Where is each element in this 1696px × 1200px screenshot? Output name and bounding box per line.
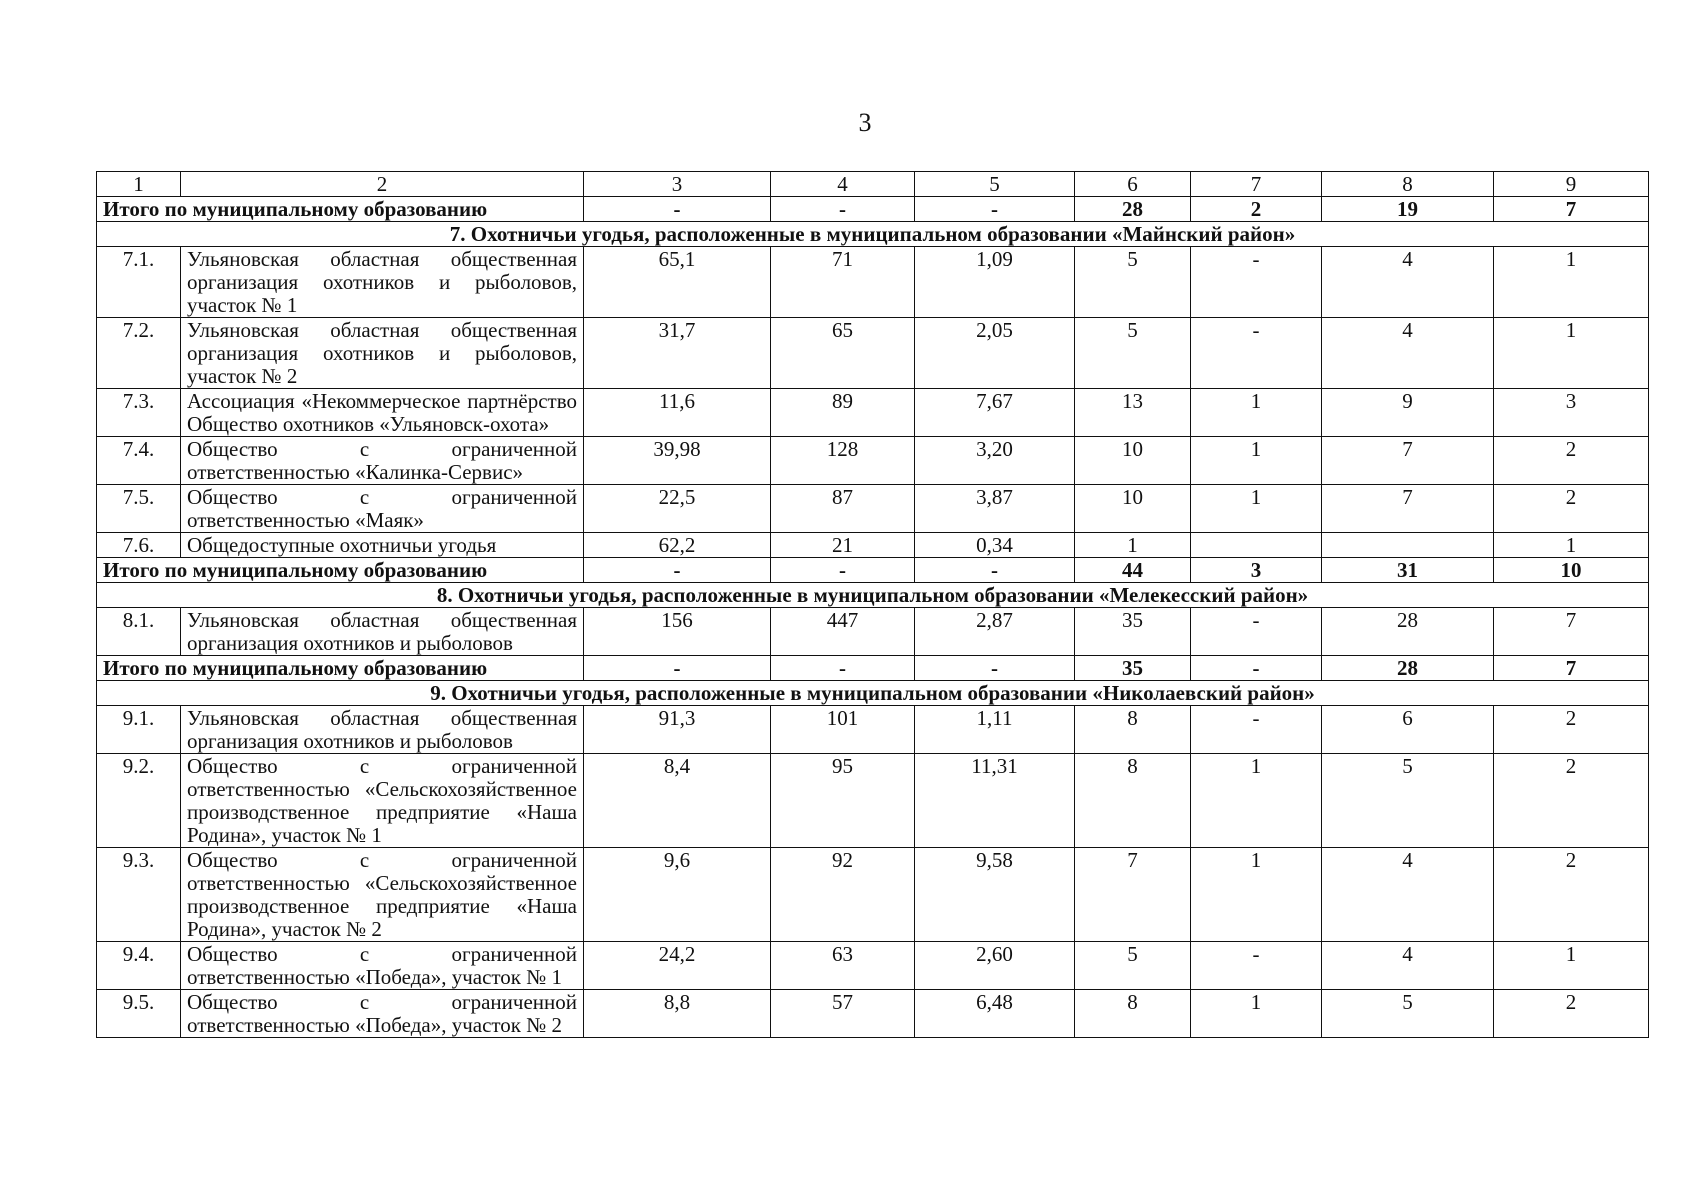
total-row: [97, 558, 1649, 583]
value-cell: 6: [1322, 706, 1494, 754]
value-cell: 10: [1075, 437, 1191, 485]
value-cell: 2: [1494, 848, 1649, 942]
total-value-cell: 3: [1191, 558, 1322, 583]
organization-name: Общество с ограниченной ответственностью «Сельскохозяйственное производственное предприятие «Наша Родина», участок № 2: [181, 848, 584, 942]
organization-name: Общество с ограниченной ответственностью «Калинка-Сервис»: [181, 437, 584, 485]
page-number: 3: [858, 108, 872, 137]
value-cell: 6,48: [915, 990, 1075, 1038]
table-row: [97, 990, 1649, 1038]
section-header-row: [97, 222, 1649, 247]
total-value-cell: 28: [1075, 197, 1191, 222]
total-value-cell: -: [915, 558, 1075, 583]
row-number: 9.3.: [97, 848, 181, 942]
value-cell: 1: [1494, 942, 1649, 990]
total-value-cell: 44: [1075, 558, 1191, 583]
total-label: Итого по муниципальному образованию: [97, 656, 584, 681]
value-cell: -: [1191, 706, 1322, 754]
value-cell: 35: [1075, 608, 1191, 656]
table-row: [97, 608, 1649, 656]
value-cell: 2,05: [915, 318, 1075, 389]
column-number: 7: [1191, 172, 1322, 197]
column-number: 2: [181, 172, 584, 197]
value-cell: 8,4: [584, 754, 771, 848]
value-cell: 9: [1322, 389, 1494, 437]
value-cell: 2: [1494, 437, 1649, 485]
total-value-cell: -: [584, 656, 771, 681]
value-cell: -: [1191, 318, 1322, 389]
organization-name: Общество с ограниченной ответственностью «Победа», участок № 2: [181, 990, 584, 1038]
value-cell: 11,6: [584, 389, 771, 437]
value-cell: 1: [1191, 754, 1322, 848]
value-cell: 3,20: [915, 437, 1075, 485]
table-row: [97, 942, 1649, 990]
value-cell: 65: [771, 318, 915, 389]
value-cell: 5: [1075, 247, 1191, 318]
total-value-cell: -: [771, 558, 915, 583]
total-value-cell: 31: [1322, 558, 1494, 583]
total-value-cell: 35: [1075, 656, 1191, 681]
row-number: 9.2.: [97, 754, 181, 848]
value-cell: 7: [1322, 485, 1494, 533]
total-value-cell: 10: [1494, 558, 1649, 583]
value-cell: 4: [1322, 942, 1494, 990]
table-row: [97, 247, 1649, 318]
value-cell: 92: [771, 848, 915, 942]
value-cell: 128: [771, 437, 915, 485]
row-number: 8.1.: [97, 608, 181, 656]
value-cell: 28: [1322, 608, 1494, 656]
value-cell: 8,8: [584, 990, 771, 1038]
value-cell: 101: [771, 706, 915, 754]
total-value-cell: -: [1191, 656, 1322, 681]
value-cell: 7: [1494, 608, 1649, 656]
total-value-cell: -: [584, 558, 771, 583]
value-cell: 1: [1075, 533, 1191, 558]
value-cell: 1: [1494, 533, 1649, 558]
organization-name: Ассоциация «Некоммерческое партнёрство Общество охотников «Ульяновск-охота»: [181, 389, 584, 437]
value-cell: 21: [771, 533, 915, 558]
value-cell: -: [1191, 247, 1322, 318]
total-value-cell: 7: [1494, 197, 1649, 222]
value-cell: 0,34: [915, 533, 1075, 558]
value-cell: 63: [771, 942, 915, 990]
row-number: 7.2.: [97, 318, 181, 389]
column-number: 8: [1322, 172, 1494, 197]
value-cell: 31,7: [584, 318, 771, 389]
column-number: 5: [915, 172, 1075, 197]
organization-name: Общество с ограниченной ответственностью «Маяк»: [181, 485, 584, 533]
organization-name: Ульяновская областная общественная организация охотников и рыболовов, участок № 2: [181, 318, 584, 389]
organization-name: Общедоступные охотничьи угодья: [181, 533, 584, 558]
value-cell: 22,5: [584, 485, 771, 533]
value-cell: 7: [1075, 848, 1191, 942]
value-cell: 156: [584, 608, 771, 656]
value-cell: 8: [1075, 754, 1191, 848]
table-row: [97, 485, 1649, 533]
row-number: 7.5.: [97, 485, 181, 533]
hunting-grounds-table: [96, 171, 1649, 1038]
value-cell: -: [1191, 608, 1322, 656]
total-value-cell: 28: [1322, 656, 1494, 681]
row-number: 7.3.: [97, 389, 181, 437]
total-value-cell: -: [915, 197, 1075, 222]
value-cell: 7: [1322, 437, 1494, 485]
organization-name: Ульяновская областная общественная организация охотников и рыболовов: [181, 706, 584, 754]
value-cell: 1: [1191, 437, 1322, 485]
value-cell: 9,6: [584, 848, 771, 942]
row-number: 7.4.: [97, 437, 181, 485]
column-number: 3: [584, 172, 771, 197]
total-label: Итого по муниципальному образованию: [97, 558, 584, 583]
value-cell: 447: [771, 608, 915, 656]
table-row: [97, 706, 1649, 754]
total-value-cell: 2: [1191, 197, 1322, 222]
row-number: 7.6.: [97, 533, 181, 558]
table-row: [97, 389, 1649, 437]
value-cell: 13: [1075, 389, 1191, 437]
value-cell: 89: [771, 389, 915, 437]
value-cell: 2: [1494, 754, 1649, 848]
value-cell: 1: [1494, 247, 1649, 318]
value-cell: 57: [771, 990, 915, 1038]
table-row: [97, 318, 1649, 389]
column-number: 6: [1075, 172, 1191, 197]
total-value-cell: 7: [1494, 656, 1649, 681]
column-number: 1: [97, 172, 181, 197]
value-cell: 5: [1075, 318, 1191, 389]
section-title: 8. Охотничьи угодья, расположенные в муниципальном образовании «Мелекесский район»: [97, 583, 1649, 608]
value-cell: 7,67: [915, 389, 1075, 437]
row-number: 9.1.: [97, 706, 181, 754]
table-body: [97, 172, 1649, 1038]
value-cell: 24,2: [584, 942, 771, 990]
value-cell: 1: [1494, 318, 1649, 389]
total-value-cell: -: [771, 197, 915, 222]
value-cell: 4: [1322, 318, 1494, 389]
section-header-row: [97, 583, 1649, 608]
value-cell: 11,31: [915, 754, 1075, 848]
value-cell: 5: [1322, 990, 1494, 1038]
value-cell: 87: [771, 485, 915, 533]
table-row: [97, 754, 1649, 848]
total-value-cell: -: [771, 656, 915, 681]
value-cell: 4: [1322, 247, 1494, 318]
table-row: [97, 437, 1649, 485]
value-cell: -: [1191, 942, 1322, 990]
value-cell: 5: [1322, 754, 1494, 848]
total-value-cell: -: [915, 656, 1075, 681]
value-cell: 2: [1494, 990, 1649, 1038]
column-number: 4: [771, 172, 915, 197]
organization-name: Общество с ограниченной ответственностью «Сельскохозяйственное производственное предприятие «Наша Родина», участок № 1: [181, 754, 584, 848]
total-row: [97, 197, 1649, 222]
table-row: [97, 848, 1649, 942]
value-cell: 1: [1191, 990, 1322, 1038]
total-label: Итого по муниципальному образованию: [97, 197, 584, 222]
value-cell: 2,87: [915, 608, 1075, 656]
value-cell: 95: [771, 754, 915, 848]
value-cell: 3: [1494, 389, 1649, 437]
value-cell: 5: [1075, 942, 1191, 990]
value-cell: [1322, 533, 1494, 558]
column-number: 9: [1494, 172, 1649, 197]
value-cell: [1191, 533, 1322, 558]
value-cell: 2,60: [915, 942, 1075, 990]
value-cell: 8: [1075, 990, 1191, 1038]
value-cell: 4: [1322, 848, 1494, 942]
section-title: 7. Охотничьи угодья, расположенные в муниципальном образовании «Майнский район»: [97, 222, 1649, 247]
organization-name: Ульяновская областная общественная организация охотников и рыболовов, участок № 1: [181, 247, 584, 318]
table-row: [97, 533, 1649, 558]
value-cell: 2: [1494, 706, 1649, 754]
value-cell: 1: [1191, 848, 1322, 942]
value-cell: 1: [1191, 485, 1322, 533]
value-cell: 10: [1075, 485, 1191, 533]
value-cell: 1: [1191, 389, 1322, 437]
value-cell: 71: [771, 247, 915, 318]
section-title: 9. Охотничьи угодья, расположенные в муниципальном образовании «Николаевский район»: [97, 681, 1649, 706]
value-cell: 3,87: [915, 485, 1075, 533]
value-cell: 1,11: [915, 706, 1075, 754]
value-cell: 1,09: [915, 247, 1075, 318]
value-cell: 8: [1075, 706, 1191, 754]
organization-name: Ульяновская областная общественная организация охотников и рыболовов: [181, 608, 584, 656]
row-number: 9.4.: [97, 942, 181, 990]
column-number-row: [97, 172, 1649, 197]
value-cell: 39,98: [584, 437, 771, 485]
value-cell: 91,3: [584, 706, 771, 754]
section-header-row: [97, 681, 1649, 706]
value-cell: 9,58: [915, 848, 1075, 942]
row-number: 9.5.: [97, 990, 181, 1038]
total-row: [97, 656, 1649, 681]
row-number: 7.1.: [97, 247, 181, 318]
value-cell: 65,1: [584, 247, 771, 318]
value-cell: 62,2: [584, 533, 771, 558]
total-value-cell: 19: [1322, 197, 1494, 222]
organization-name: Общество с ограниченной ответственностью «Победа», участок № 1: [181, 942, 584, 990]
total-value-cell: -: [584, 197, 771, 222]
value-cell: 2: [1494, 485, 1649, 533]
